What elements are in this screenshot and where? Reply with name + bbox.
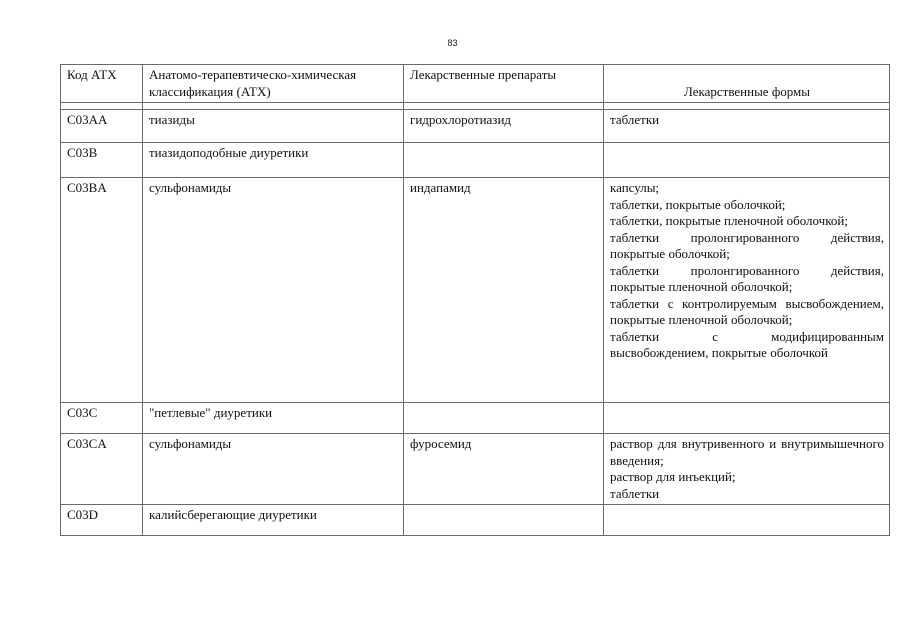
cell-code: C03C: [61, 403, 143, 434]
cell-code: C03CA: [61, 434, 143, 505]
cell-classification: сульфонамиды: [143, 434, 404, 505]
header-spacer-row: [61, 103, 890, 110]
dosage-form-item: таблетки: [610, 112, 660, 127]
dosage-form-item: таблетки, покрытые пленочной оболочкой;: [610, 213, 848, 228]
dosage-form-item: раствор для внутривенного и внутримышечного введения;: [610, 436, 884, 468]
cell-classification: тиазиды: [143, 110, 404, 143]
cell-forms: [604, 434, 890, 505]
cell-classification: сульфонамиды: [143, 178, 404, 403]
dosage-form-item: раствор для инъекций;: [610, 469, 736, 484]
table-row: [61, 110, 890, 143]
cell-drug: фуросемид: [404, 434, 604, 505]
dosage-form-item: таблетки, покрытые оболочкой;: [610, 196, 786, 212]
cell-code: C03BA: [61, 178, 143, 403]
table-row: [61, 505, 890, 536]
cell-drug: [404, 403, 604, 434]
dosage-form-item: таблетки: [610, 485, 660, 501]
header-forms: Лекарственные формы: [604, 65, 890, 103]
cell-code: C03AA: [61, 110, 143, 143]
cell-forms: [604, 505, 890, 536]
cell-drug: гидрохлоротиазид: [404, 110, 604, 143]
table-row: [61, 143, 890, 178]
cell-classification: тиазидоподобные диуретики: [143, 143, 404, 178]
dosage-form-item: таблетки пролонгированного действия, покрытые оболочкой;: [610, 229, 884, 261]
cell-forms: [604, 178, 890, 403]
table-header-row: [61, 65, 890, 103]
table-row: [61, 178, 890, 403]
cell-forms: [604, 403, 890, 434]
header-classification: Анатомо-терапевтическо-химическая классификация (АТХ): [143, 65, 404, 103]
cell-drug: [404, 505, 604, 536]
cell-forms: [604, 143, 890, 178]
header-drugs: Лекарственные препараты: [404, 65, 604, 103]
table-row: [61, 403, 890, 434]
cell-drug: [404, 143, 604, 178]
dosage-form-item: капсулы;: [610, 180, 660, 195]
cell-code: C03D: [61, 505, 143, 536]
dosage-form-item: таблетки пролонгированного действия, покрытые пленочной оболочкой;: [610, 262, 884, 294]
cell-classification: "петлевые" диуретики: [143, 403, 404, 434]
atx-table: [60, 64, 890, 536]
cell-classification: калийсберегающие диуретики: [143, 505, 404, 536]
table-body: [61, 110, 890, 536]
page-number: 83: [447, 38, 458, 48]
table-row: [61, 434, 890, 505]
cell-code: C03B: [61, 143, 143, 178]
dosage-form-item: таблетки с контролируемым высвобождением, покрытые пленочной оболочкой;: [610, 295, 884, 327]
dosage-form-item: таблетки с модифицированным высвобождением, покрытые оболочкой: [610, 328, 884, 360]
cell-drug: индапамид: [404, 178, 604, 403]
header-code: Код АТХ: [61, 65, 143, 103]
cell-forms: [604, 110, 890, 143]
